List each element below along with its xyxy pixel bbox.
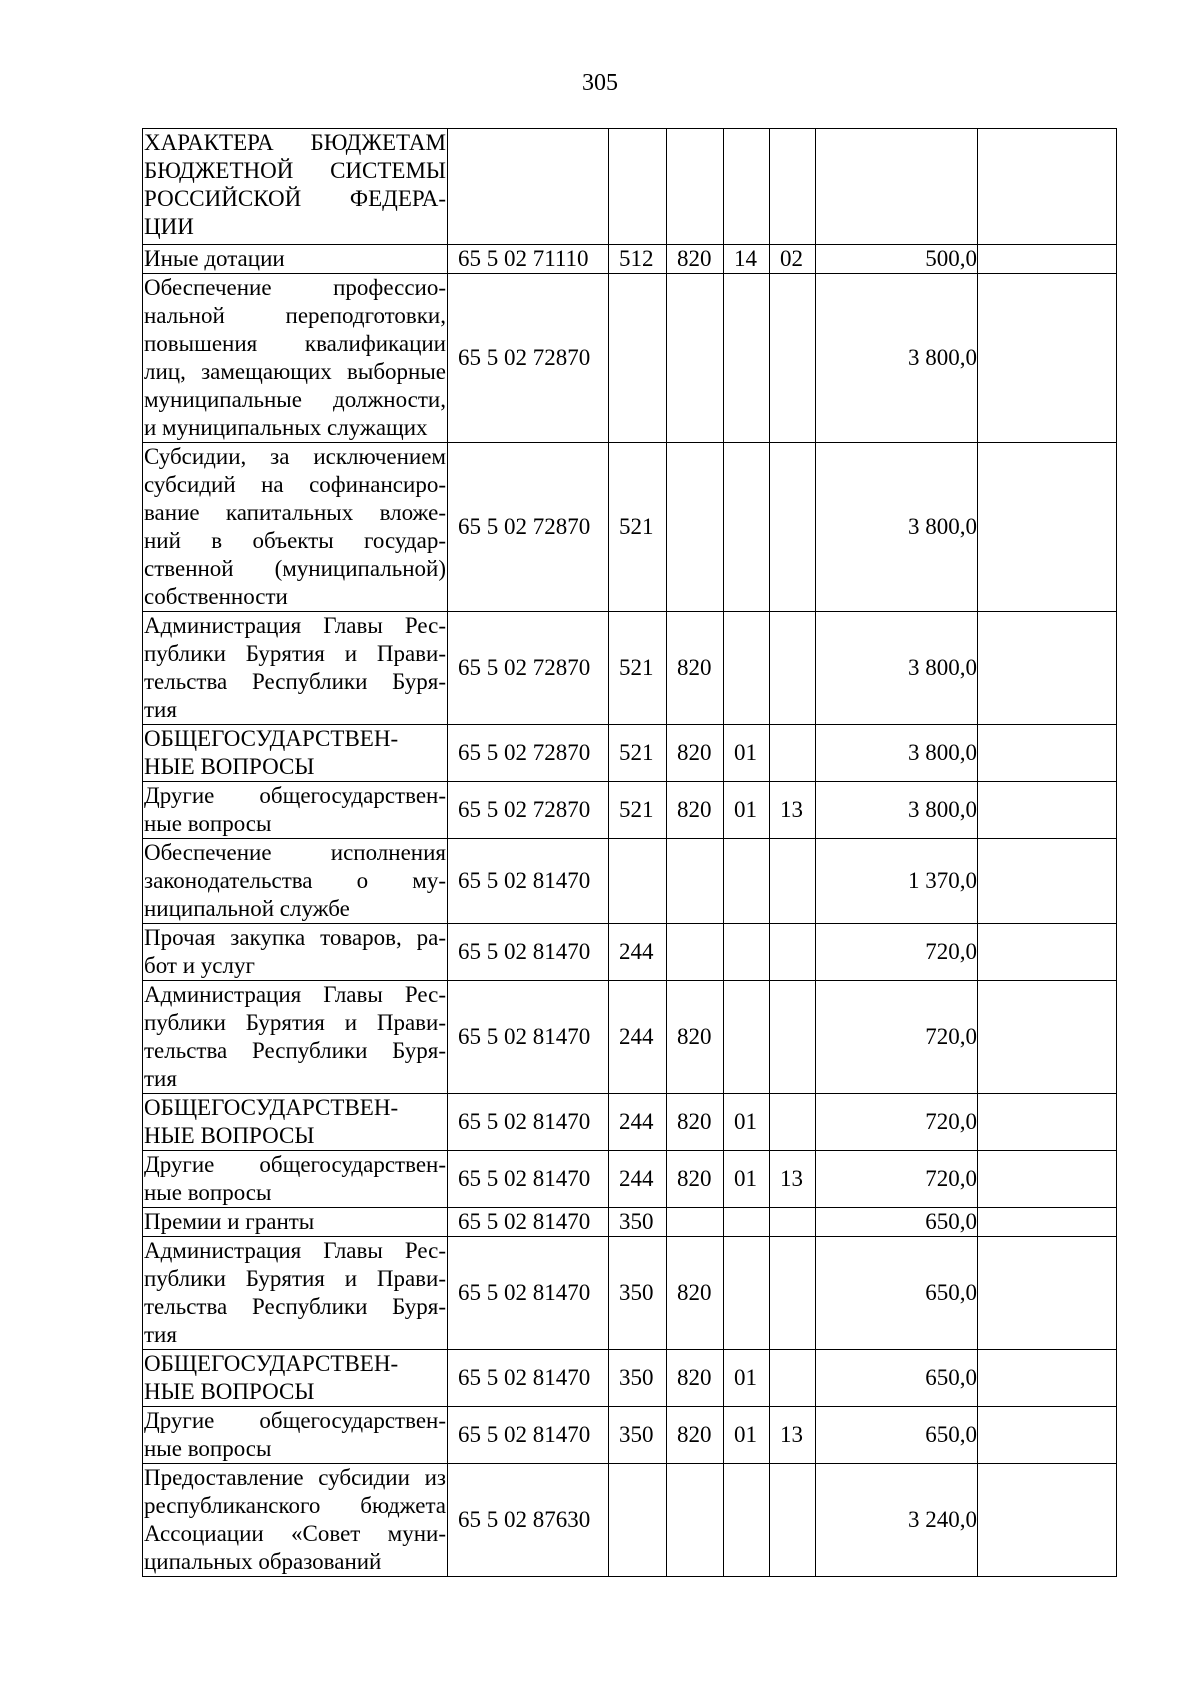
subsection-cell bbox=[770, 1094, 816, 1151]
row-name-line: ОБЩЕГОСУДАРСТВЕН- bbox=[144, 1095, 399, 1120]
section-cell: 14 bbox=[724, 245, 770, 274]
row-name-line: Субсидии, за исключением bbox=[144, 444, 446, 469]
expense-type-cell: 350 bbox=[609, 1208, 667, 1237]
row-name-line: вание капитальных вложе- bbox=[144, 500, 446, 525]
section-cell: 01 bbox=[724, 1407, 770, 1464]
empty-cell bbox=[978, 1151, 1117, 1208]
row-name-cell bbox=[143, 129, 448, 245]
subsection-cell: 02 bbox=[770, 245, 816, 274]
target-article-code-cell: 65 5 02 72870 bbox=[448, 274, 609, 443]
expense-type-cell: 521 bbox=[609, 443, 667, 612]
subsection-cell bbox=[770, 1350, 816, 1407]
amount-cell: 720,0 bbox=[816, 981, 978, 1094]
subsection-cell: 13 bbox=[770, 1151, 816, 1208]
target-article-code-cell: 65 5 02 72870 bbox=[448, 443, 609, 612]
row-name-line: Обеспечение профессио- bbox=[144, 275, 446, 300]
amount-cell: 3 240,0 bbox=[816, 1464, 978, 1577]
row-name-cell bbox=[143, 981, 448, 1094]
expense-type-cell: 521 bbox=[609, 725, 667, 782]
row-name-cell bbox=[143, 1350, 448, 1407]
row-name-line: БЮДЖЕТНОЙ СИСТЕМЫ bbox=[144, 158, 446, 183]
section-cell bbox=[724, 129, 770, 245]
section-cell: 01 bbox=[724, 1094, 770, 1151]
target-article-code-cell: 65 5 02 81470 bbox=[448, 1151, 609, 1208]
department-code-cell: 820 bbox=[667, 612, 724, 725]
empty-cell bbox=[978, 245, 1117, 274]
table-row bbox=[143, 1464, 1117, 1577]
row-name-cell bbox=[143, 1407, 448, 1464]
row-name-line: Другие общегосударствен- bbox=[144, 1408, 446, 1433]
amount-cell: 650,0 bbox=[816, 1350, 978, 1407]
expense-type-cell: 244 bbox=[609, 1151, 667, 1208]
row-name-line: НЫЕ ВОПРОСЫ bbox=[144, 754, 315, 779]
empty-cell bbox=[978, 274, 1117, 443]
target-article-code-cell: 65 5 02 87630 bbox=[448, 1464, 609, 1577]
row-name-line: тия bbox=[144, 1066, 177, 1091]
subsection-cell: 13 bbox=[770, 1407, 816, 1464]
row-name-line: РОССИЙСКОЙ ФЕДЕРА- bbox=[144, 186, 446, 211]
row-name-cell bbox=[143, 1151, 448, 1208]
row-name-line: ниципальной службе bbox=[144, 896, 350, 921]
table-row bbox=[143, 245, 1117, 274]
table-row bbox=[143, 274, 1117, 443]
row-name-line: Администрация Главы Рес- bbox=[144, 982, 446, 1007]
table-row bbox=[143, 981, 1117, 1094]
row-name-line: публики Бурятия и Прави- bbox=[144, 1010, 446, 1035]
table-row bbox=[143, 129, 1117, 245]
expense-type-cell bbox=[609, 839, 667, 924]
row-name-line: собственности bbox=[144, 584, 288, 609]
row-name-line: и муниципальных служащих bbox=[144, 415, 428, 440]
amount-cell: 720,0 bbox=[816, 1094, 978, 1151]
row-name-cell bbox=[143, 924, 448, 981]
subsection-cell bbox=[770, 1237, 816, 1350]
department-code-cell bbox=[667, 443, 724, 612]
table-row bbox=[143, 1208, 1117, 1237]
row-name-line: ОБЩЕГОСУДАРСТВЕН- bbox=[144, 1351, 399, 1376]
row-name-line: ные вопросы bbox=[144, 1436, 272, 1461]
section-cell bbox=[724, 612, 770, 725]
row-name-cell bbox=[143, 1208, 448, 1237]
row-name-cell bbox=[143, 612, 448, 725]
section-cell bbox=[724, 274, 770, 443]
department-code-cell bbox=[667, 274, 724, 443]
table-row bbox=[143, 1094, 1117, 1151]
target-article-code-cell: 65 5 02 71110 bbox=[448, 245, 609, 274]
row-name-line: республиканского бюджета bbox=[144, 1493, 446, 1518]
expense-type-cell: 244 bbox=[609, 1094, 667, 1151]
empty-cell bbox=[978, 839, 1117, 924]
row-name-line: нальной переподготовки, bbox=[144, 303, 446, 328]
row-name-line: Премии и гранты bbox=[144, 1209, 315, 1234]
table-row bbox=[143, 1407, 1117, 1464]
expense-type-cell: 244 bbox=[609, 924, 667, 981]
row-name-line: публики Бурятия и Прави- bbox=[144, 641, 446, 666]
row-name-line: бот и услуг bbox=[144, 953, 255, 978]
empty-cell bbox=[978, 1237, 1117, 1350]
department-code-cell bbox=[667, 129, 724, 245]
expense-type-cell: 244 bbox=[609, 981, 667, 1094]
department-code-cell: 820 bbox=[667, 1151, 724, 1208]
expense-type-cell: 512 bbox=[609, 245, 667, 274]
empty-cell bbox=[978, 1208, 1117, 1237]
department-code-cell: 820 bbox=[667, 782, 724, 839]
expense-type-cell: 350 bbox=[609, 1237, 667, 1350]
subsection-cell bbox=[770, 443, 816, 612]
amount-cell bbox=[816, 129, 978, 245]
empty-cell bbox=[978, 1407, 1117, 1464]
expense-type-cell bbox=[609, 274, 667, 443]
section-cell bbox=[724, 924, 770, 981]
table-row bbox=[143, 839, 1117, 924]
row-name-cell bbox=[143, 274, 448, 443]
subsection-cell bbox=[770, 1464, 816, 1577]
row-name-line: Иные дотации bbox=[144, 246, 285, 271]
row-name-line: законодательства о му- bbox=[144, 868, 446, 893]
row-name-line: тельства Республики Буря- bbox=[144, 669, 446, 694]
row-name-line: Прочая закупка товаров, ра- bbox=[144, 925, 446, 950]
amount-cell: 3 800,0 bbox=[816, 725, 978, 782]
row-name-line: лиц, замещающих выборные bbox=[144, 359, 446, 384]
empty-cell bbox=[978, 981, 1117, 1094]
table-row bbox=[143, 782, 1117, 839]
amount-cell: 3 800,0 bbox=[816, 443, 978, 612]
row-name-line: тельства Республики Буря- bbox=[144, 1294, 446, 1319]
row-name-line: Администрация Главы Рес- bbox=[144, 1238, 446, 1263]
department-code-cell bbox=[667, 924, 724, 981]
row-name-line: НЫЕ ВОПРОСЫ bbox=[144, 1379, 315, 1404]
target-article-code-cell: 65 5 02 81470 bbox=[448, 1407, 609, 1464]
amount-cell: 3 800,0 bbox=[816, 612, 978, 725]
department-code-cell: 820 bbox=[667, 1094, 724, 1151]
row-name-line: Ассоциации «Совет муни- bbox=[144, 1521, 446, 1546]
section-cell: 01 bbox=[724, 1350, 770, 1407]
department-code-cell: 820 bbox=[667, 725, 724, 782]
target-article-code-cell: 65 5 02 72870 bbox=[448, 612, 609, 725]
table-row bbox=[143, 1237, 1117, 1350]
target-article-code-cell: 65 5 02 81470 bbox=[448, 1237, 609, 1350]
row-name-line: ЦИИ bbox=[144, 214, 194, 239]
row-name-line: муниципальные должности, bbox=[144, 387, 446, 412]
expense-type-cell bbox=[609, 129, 667, 245]
department-code-cell: 820 bbox=[667, 1350, 724, 1407]
section-cell bbox=[724, 1208, 770, 1237]
empty-cell bbox=[978, 443, 1117, 612]
section-cell bbox=[724, 1237, 770, 1350]
table-row bbox=[143, 725, 1117, 782]
row-name-line: тия bbox=[144, 697, 177, 722]
section-cell bbox=[724, 839, 770, 924]
row-name-cell bbox=[143, 1464, 448, 1577]
amount-cell: 500,0 bbox=[816, 245, 978, 274]
table-row bbox=[143, 1151, 1117, 1208]
section-cell: 01 bbox=[724, 782, 770, 839]
department-code-cell: 820 bbox=[667, 1237, 724, 1350]
department-code-cell bbox=[667, 1464, 724, 1577]
expense-type-cell: 350 bbox=[609, 1350, 667, 1407]
row-name-line: ственной (муниципальной) bbox=[144, 556, 446, 581]
row-name-line: ные вопросы bbox=[144, 811, 272, 836]
section-cell bbox=[724, 981, 770, 1094]
row-name-line: ХАРАКТЕРА БЮДЖЕТАМ bbox=[144, 130, 446, 155]
row-name-cell bbox=[143, 725, 448, 782]
row-name-line: ОБЩЕГОСУДАРСТВЕН- bbox=[144, 726, 399, 751]
empty-cell bbox=[978, 1094, 1117, 1151]
target-article-code-cell: 65 5 02 72870 bbox=[448, 725, 609, 782]
budget-table-body bbox=[143, 129, 1117, 1577]
subsection-cell bbox=[770, 612, 816, 725]
expense-type-cell bbox=[609, 1464, 667, 1577]
empty-cell bbox=[978, 1350, 1117, 1407]
amount-cell: 3 800,0 bbox=[816, 274, 978, 443]
department-code-cell bbox=[667, 1208, 724, 1237]
row-name-line: ные вопросы bbox=[144, 1180, 272, 1205]
subsection-cell bbox=[770, 129, 816, 245]
row-name-cell bbox=[143, 443, 448, 612]
target-article-code-cell bbox=[448, 129, 609, 245]
subsection-cell bbox=[770, 1208, 816, 1237]
section-cell: 01 bbox=[724, 1151, 770, 1208]
department-code-cell bbox=[667, 839, 724, 924]
empty-cell bbox=[978, 129, 1117, 245]
target-article-code-cell: 65 5 02 81470 bbox=[448, 1094, 609, 1151]
subsection-cell bbox=[770, 274, 816, 443]
target-article-code-cell: 65 5 02 81470 bbox=[448, 839, 609, 924]
amount-cell: 720,0 bbox=[816, 924, 978, 981]
target-article-code-cell: 65 5 02 72870 bbox=[448, 782, 609, 839]
table-row bbox=[143, 443, 1117, 612]
target-article-code-cell: 65 5 02 81470 bbox=[448, 1350, 609, 1407]
table-row bbox=[143, 612, 1117, 725]
subsection-cell bbox=[770, 924, 816, 981]
row-name-line: субсидий на софинансиро- bbox=[144, 472, 446, 497]
row-name-line: повышения квалификации bbox=[144, 331, 446, 356]
department-code-cell: 820 bbox=[667, 245, 724, 274]
empty-cell bbox=[978, 924, 1117, 981]
page-number: 305 bbox=[582, 70, 618, 96]
subsection-cell bbox=[770, 981, 816, 1094]
row-name-line: НЫЕ ВОПРОСЫ bbox=[144, 1123, 315, 1148]
row-name-line: публики Бурятия и Прави- bbox=[144, 1266, 446, 1291]
amount-cell: 650,0 bbox=[816, 1407, 978, 1464]
empty-cell bbox=[978, 725, 1117, 782]
table-row bbox=[143, 1350, 1117, 1407]
target-article-code-cell: 65 5 02 81470 bbox=[448, 1208, 609, 1237]
amount-cell: 3 800,0 bbox=[816, 782, 978, 839]
department-code-cell: 820 bbox=[667, 1407, 724, 1464]
section-cell: 01 bbox=[724, 725, 770, 782]
empty-cell bbox=[978, 612, 1117, 725]
row-name-line: Обеспечение исполнения bbox=[144, 840, 446, 865]
expense-type-cell: 350 bbox=[609, 1407, 667, 1464]
row-name-line: Администрация Главы Рес- bbox=[144, 613, 446, 638]
empty-cell bbox=[978, 782, 1117, 839]
department-code-cell: 820 bbox=[667, 981, 724, 1094]
subsection-cell bbox=[770, 839, 816, 924]
amount-cell: 650,0 bbox=[816, 1237, 978, 1350]
expense-type-cell: 521 bbox=[609, 782, 667, 839]
row-name-cell bbox=[143, 245, 448, 274]
empty-cell bbox=[978, 1464, 1117, 1577]
row-name-line: Другие общегосударствен- bbox=[144, 783, 446, 808]
amount-cell: 1 370,0 bbox=[816, 839, 978, 924]
budget-table bbox=[142, 128, 1117, 1577]
row-name-cell bbox=[143, 1237, 448, 1350]
row-name-line: ципальных образований bbox=[144, 1549, 382, 1574]
target-article-code-cell: 65 5 02 81470 bbox=[448, 981, 609, 1094]
row-name-cell bbox=[143, 782, 448, 839]
row-name-cell bbox=[143, 1094, 448, 1151]
row-name-line: ний в объекты государ- bbox=[144, 528, 446, 553]
expense-type-cell: 521 bbox=[609, 612, 667, 725]
row-name-line: тельства Республики Буря- bbox=[144, 1038, 446, 1063]
subsection-cell: 13 bbox=[770, 782, 816, 839]
amount-cell: 720,0 bbox=[816, 1151, 978, 1208]
table-row bbox=[143, 924, 1117, 981]
row-name-line: Другие общегосударствен- bbox=[144, 1152, 446, 1177]
subsection-cell bbox=[770, 725, 816, 782]
row-name-line: тия bbox=[144, 1322, 177, 1347]
row-name-line: Предоставление субсидии из bbox=[144, 1465, 446, 1490]
amount-cell: 650,0 bbox=[816, 1208, 978, 1237]
section-cell bbox=[724, 443, 770, 612]
row-name-cell bbox=[143, 839, 448, 924]
section-cell bbox=[724, 1464, 770, 1577]
target-article-code-cell: 65 5 02 81470 bbox=[448, 924, 609, 981]
